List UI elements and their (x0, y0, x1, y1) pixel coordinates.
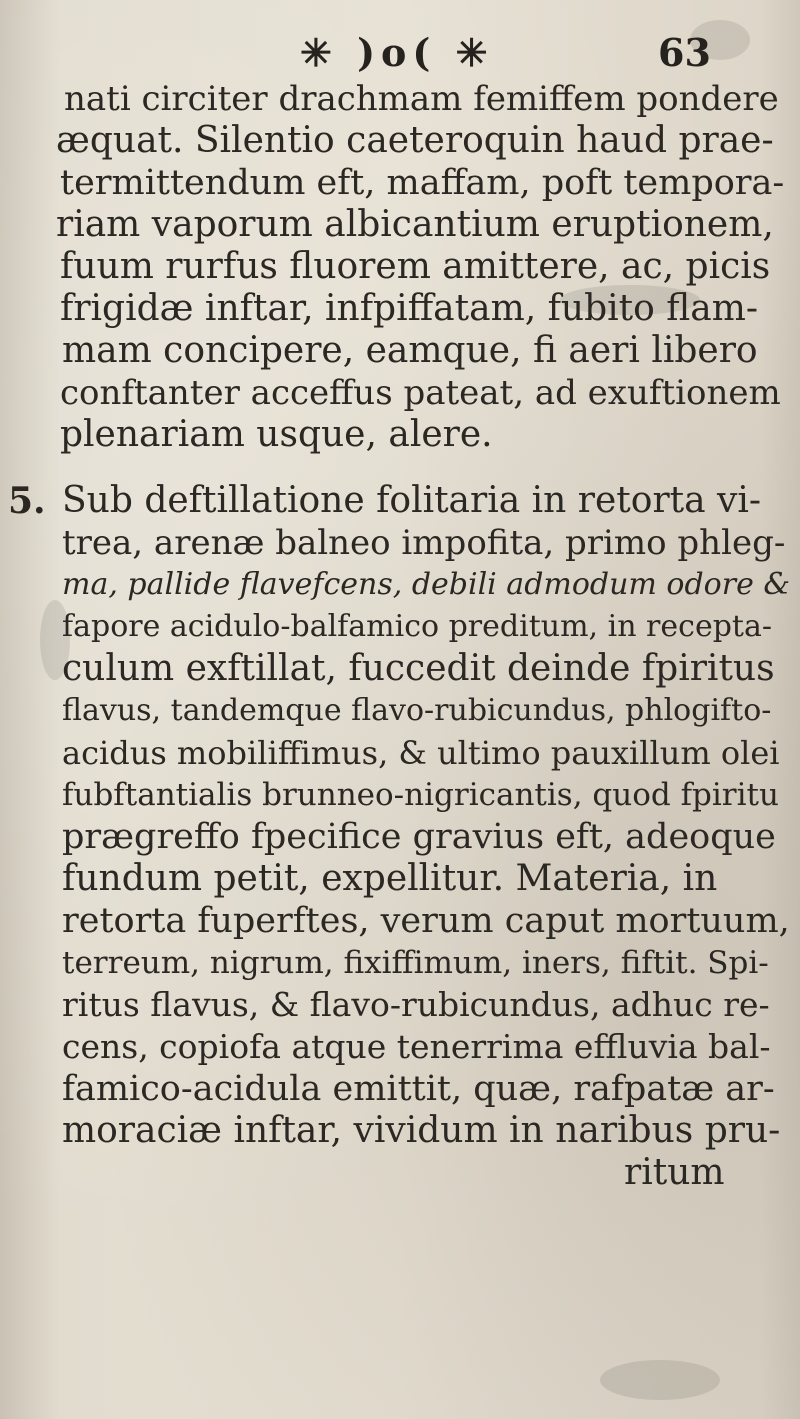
header-ornament: ✳ )o( ✳ (300, 30, 494, 75)
paragraph-number: 5. (8, 480, 46, 522)
page-header (0, 30, 800, 76)
text-line: terreum, nigrum, fixiffimum, iners, fiftit. Spi- (62, 945, 769, 981)
text-line: æquat. Silentio caeteroquin haud prae- (56, 120, 774, 161)
text-line: plenariam usque, alere. (60, 414, 493, 455)
text-line: ritus flavus, & flavo-rubicundus, adhuc re- (62, 985, 770, 1024)
text-line: fuum rurfus fluorem amittere, ac, picis (60, 246, 771, 287)
text-line: fapore acidulo-balfamico preditum, in recepta- (62, 609, 772, 644)
text-line: cens, copiofa atque tenerrima effluvia bal- (62, 1027, 771, 1066)
text-line: trea, arenæ balneo impofita, primo phleg- (62, 523, 786, 563)
text-line: nati circiter drachmam femiffem pondere (64, 79, 779, 119)
text-line: prægreffo fpecifice gravius eft, adeoque (62, 817, 776, 857)
text-line: retorta fuperftes, verum caput mortuum, (62, 901, 790, 941)
text-line: fubftantialis brunneo-nigricantis, quod fpiritu (62, 777, 779, 813)
text-line: flavus, tandemque flavo-rubicundus, phlogifto- (62, 693, 772, 728)
catchword: ritum (624, 1152, 725, 1193)
text-line: termittendum eft, maffam, poft tempora- (60, 163, 785, 203)
text-line: acidus mobiliffimus, & ultimo pauxillum olei (62, 734, 780, 772)
text-line: famico-acidula emittit, quæ, rafpatæ ar- (62, 1069, 775, 1109)
text-line: frigidæ inftar, infpiffatam, fubito flam- (60, 288, 759, 329)
page-number: 63 (658, 30, 711, 75)
text-line: fundum petit, expellitur. Materia, in (62, 858, 718, 899)
text-line: Sub deftillatione folitaria in retorta vi- (62, 480, 762, 521)
text-line: riam vaporum albicantium eruptionem, (56, 204, 774, 245)
text-line: mam concipere, eamque, fi aeri libero (62, 330, 758, 371)
text-line: culum exftillat, fuccedit deinde fpiritus (62, 648, 775, 689)
text-line: conftanter acceffus pateat, ad exuftionem (60, 373, 781, 413)
text-line: moraciæ inftar, vividum in naribus pru- (62, 1110, 781, 1151)
text-line: ma, pallide flavefcens, debili admodum odore & (62, 567, 791, 602)
